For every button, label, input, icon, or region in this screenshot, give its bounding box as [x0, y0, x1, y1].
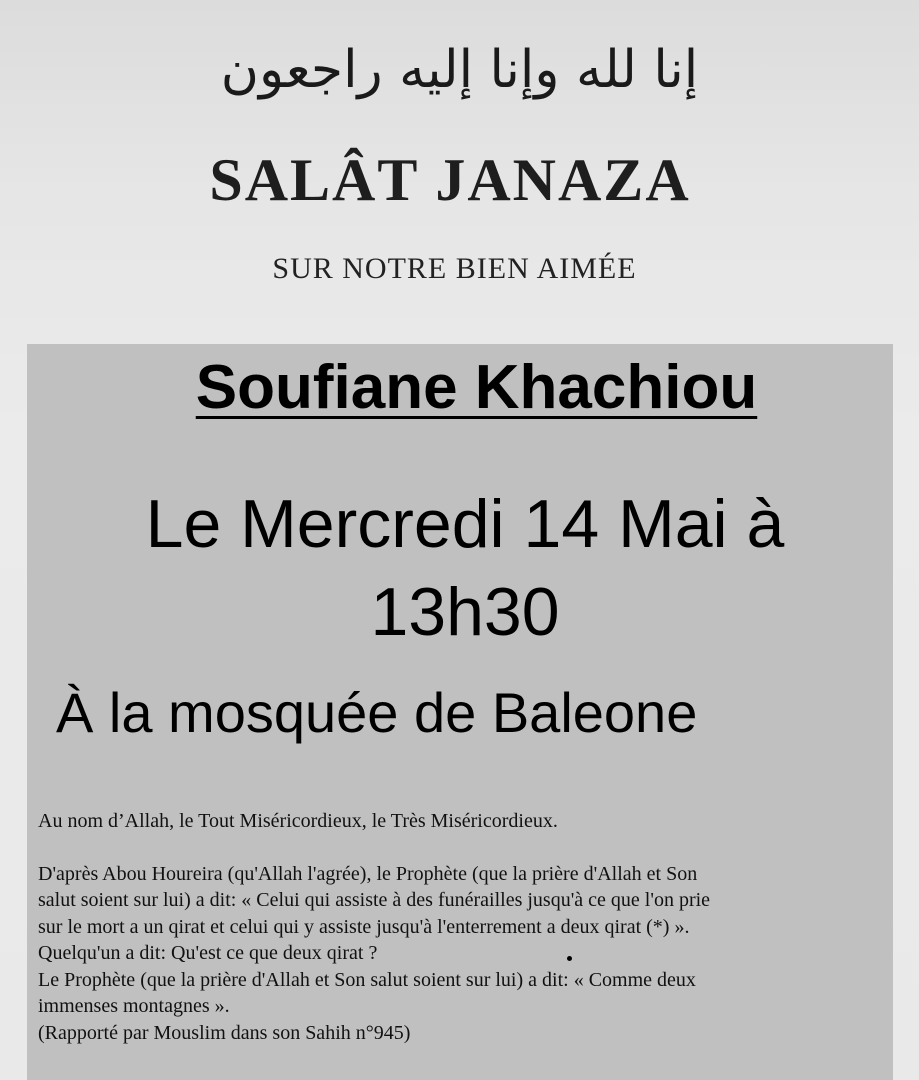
arabic-calligraphy: إنا لله وإنا إليه راجعون	[220, 40, 699, 100]
bismillah-line: Au nom d’Allah, le Tout Miséricordieux, le Très Miséricordieux.	[38, 810, 558, 832]
stray-dot	[567, 956, 572, 961]
deceased-name: Soufiane Khachiou	[195, 353, 758, 422]
hadith-text	[38, 808, 858, 1046]
hadith-line: Le Prophète (que la prière d'Allah et Son salut soient sur lui) a dit: « Comme deux	[38, 968, 696, 991]
hadith-line: Quelqu'un a dit: Qu'est ce que deux qirat ?	[38, 942, 378, 964]
hadith-line: (Rapporté par Mouslim dans son Sahih n°945)	[38, 1021, 411, 1044]
location-line: À la mosquée de Baleone	[56, 681, 698, 744]
hadith-line: salut soient sur lui) a dit: « Celui qui assiste à des funérailles jusqu'à ce que l'on prie	[38, 889, 711, 911]
page-title: SALÂT JANAZA	[209, 147, 691, 213]
time-line: 13h30	[370, 574, 560, 650]
date-line: Le Mercredi 14 Mai à	[145, 486, 785, 562]
date-time-block	[30, 480, 900, 656]
page-subtitle: SUR NOTRE BIEN AIMÉE	[272, 252, 637, 285]
hadith-line: D'après Abou Houreira (qu'Allah l'agrée), le Prophète (que la prière d'Allah et Son	[38, 862, 698, 885]
hadith-line: sur le mort a un qirat et celui qui y assiste jusqu'à l'enterrement a deux qirat (*) ».	[38, 915, 690, 938]
hadith-line: immenses montagnes ».	[38, 995, 230, 1017]
